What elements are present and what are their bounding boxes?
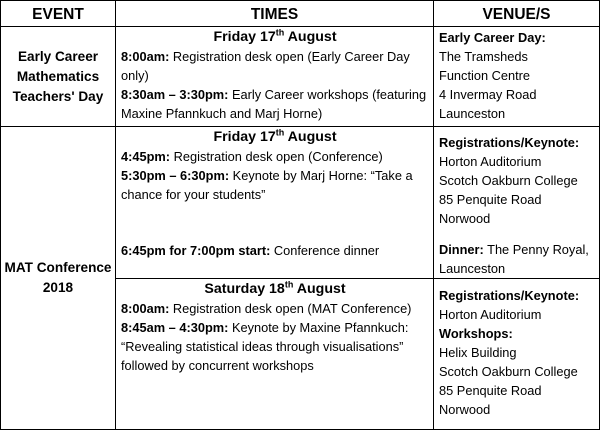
times-early-career	[116, 27, 434, 127]
venue-line: Launceston	[439, 106, 506, 121]
day-heading: Friday 17th August	[213, 27, 337, 45]
header-event: EVENT	[1, 1, 116, 27]
venue-line: Scotch Oakburn College	[439, 364, 578, 379]
venue-line: Scotch Oakburn College	[439, 173, 578, 188]
venue-line: Horton Auditorium	[439, 154, 542, 169]
venue-line: 4 Invermay Road	[439, 87, 537, 102]
venue-label: Registrations/Keynote:	[439, 135, 580, 150]
venue-mat-friday	[434, 127, 600, 279]
venue-line: The Tramsheds	[439, 49, 528, 64]
header-times: TIMES	[116, 1, 434, 27]
venue-early-career	[434, 27, 600, 127]
venue-label: Registrations/Keynote:	[439, 288, 580, 303]
dinner-venue: Dinner: The Penny Royal, Launceston	[439, 242, 589, 276]
venue-mat-saturday	[434, 279, 600, 430]
venue-label: Early Career Day:	[439, 30, 546, 45]
day-heading: Friday 17th August	[213, 127, 337, 145]
time-item: 4:45pm: Registration desk open (Conference)	[121, 149, 383, 164]
time-item: 8:00am: Registration desk open (MAT Conference)	[121, 301, 412, 316]
header-venue: VENUE/S	[434, 1, 600, 27]
event-mat-conference: MAT Conference 2018	[1, 127, 116, 430]
times-mat-friday	[116, 127, 434, 279]
venue-line: Norwood	[439, 211, 491, 226]
venue-line: Function Centre	[439, 68, 531, 83]
venue-line: 85 Penquite Road	[439, 383, 542, 398]
time-item: 5:30pm – 6:30pm: Keynote by Marj Horne: “Take a chance for your students”	[121, 168, 413, 202]
time-item: 8:00am: Registration desk open (Early Career Day only)	[121, 49, 410, 83]
time-item: 8:45am – 4:30pm: Keynote by Maxine Pfannkuch: “Revealing statistical ideas through visualisations” followed by concurrent workshops	[121, 320, 409, 373]
header-row	[1, 1, 600, 27]
time-item: 6:45pm for 7:00pm start: Conference dinner	[121, 243, 380, 258]
table-row	[1, 127, 600, 279]
times-mat-saturday	[116, 279, 434, 430]
event-early-career: Early Career Mathematics Teachers' Day	[1, 27, 116, 127]
venue-line: Horton Auditorium	[439, 307, 542, 322]
workshops-label: Workshops:	[439, 326, 513, 341]
time-item: 8:30am – 3:30pm: Early Career workshops (featuring Maxine Pfannkuch and Marj Horne)	[121, 87, 427, 121]
venue-line: Helix Building	[439, 345, 517, 360]
venue-line: 85 Penquite Road	[439, 192, 542, 207]
table-row	[1, 27, 600, 127]
day-heading: Saturday 18th August	[204, 279, 346, 297]
venue-line: Norwood	[439, 402, 491, 417]
